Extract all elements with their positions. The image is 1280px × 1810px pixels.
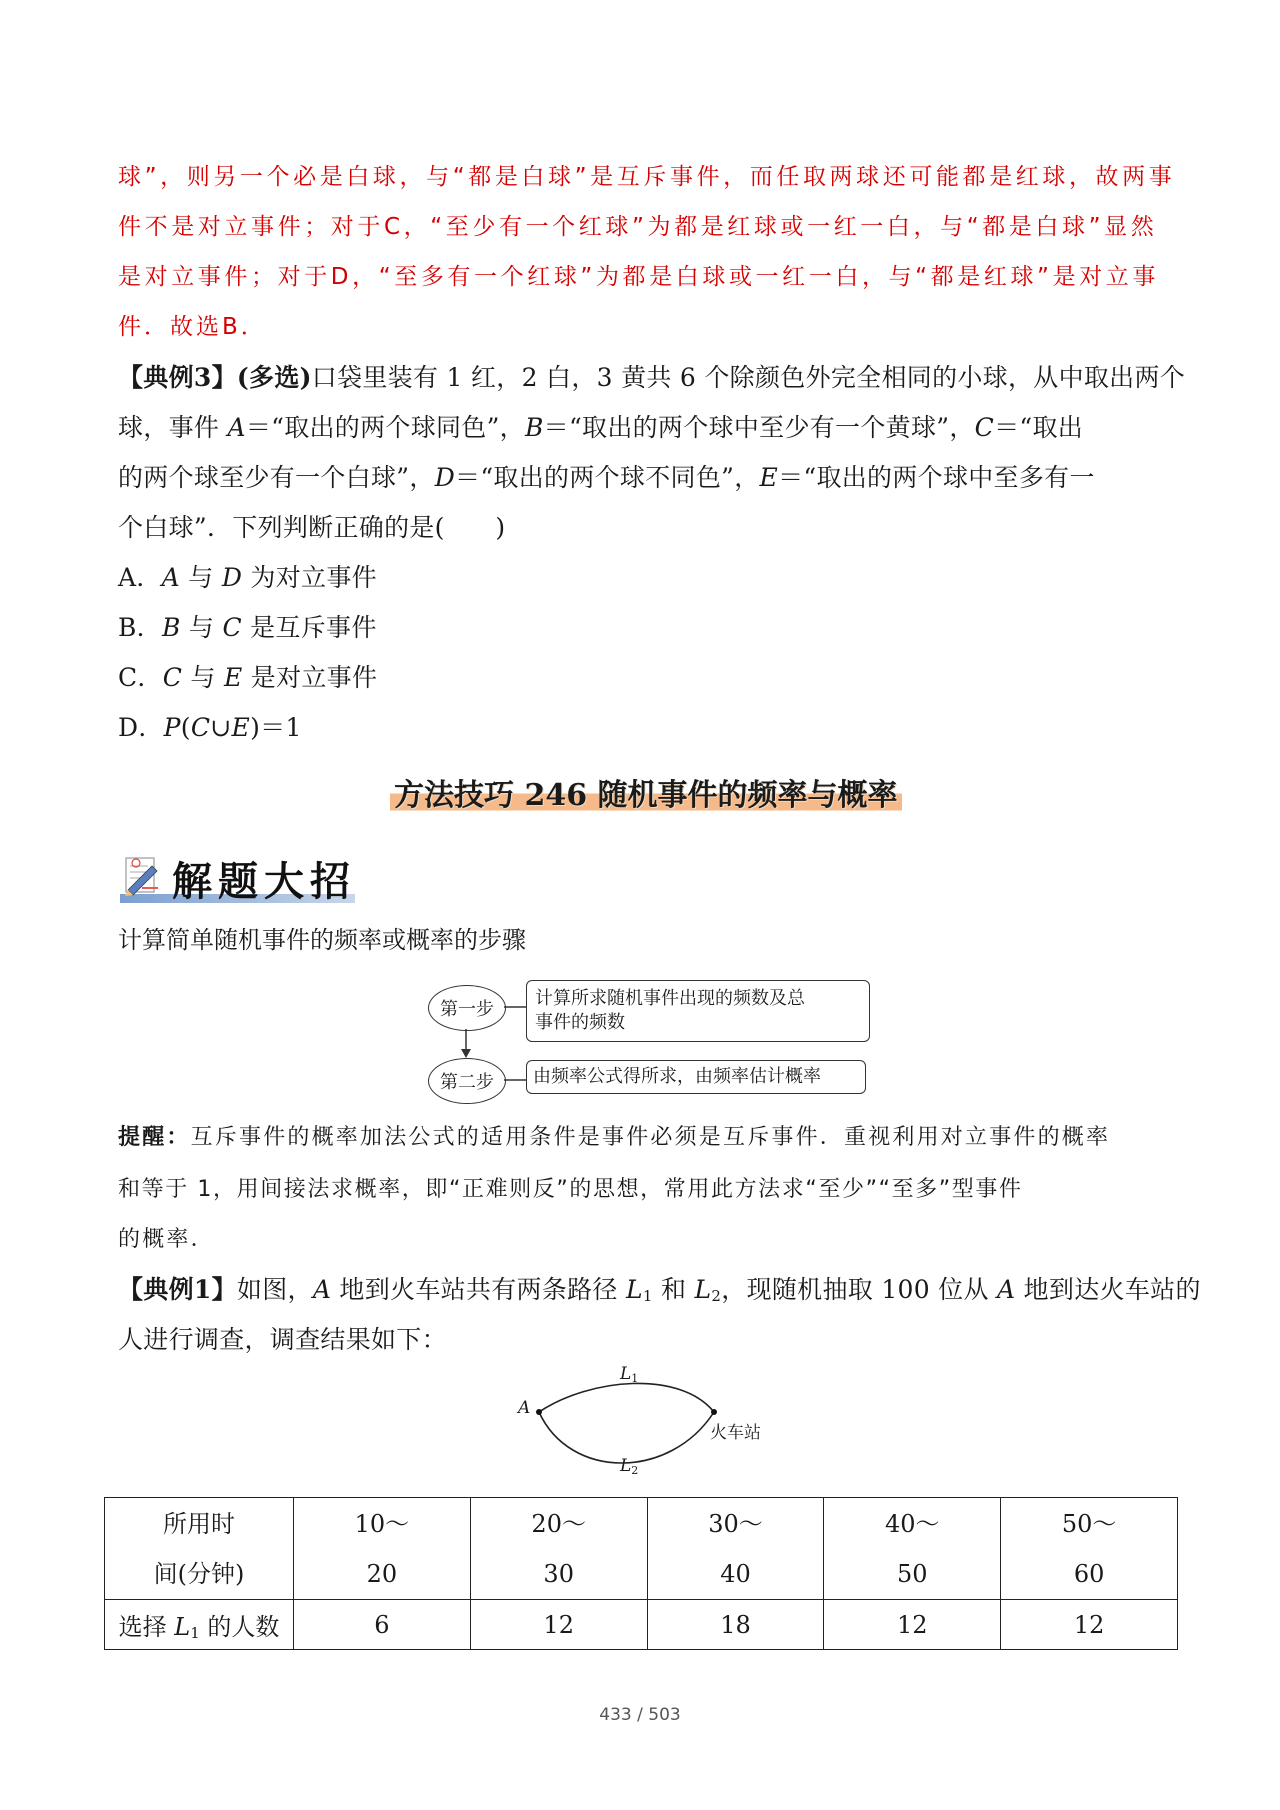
table-header-l1-count: 选择 $L_1$ 的人数 bbox=[105, 1600, 294, 1650]
event-B: B bbox=[524, 413, 544, 442]
route-l1-label: $L_1$ bbox=[620, 1364, 639, 1385]
flow-step2-oval: 第二步 bbox=[428, 1058, 506, 1104]
reminder-line-3: 的概率． bbox=[118, 1227, 215, 1252]
survey-table bbox=[104, 1497, 1178, 1650]
table-row-time bbox=[105, 1498, 1178, 1600]
route-diagram bbox=[510, 1364, 790, 1480]
explanation-line-1: 球”，则另一个必是白球，与“都是白球”是互斥事件，而任取两球还可能都是红球，故两事 bbox=[118, 164, 1176, 190]
pencil-paper-icon bbox=[122, 852, 164, 896]
explanation-line-2: 件不是对立事件；对于C，“至少有一个红球”为都是红球或一红一白，与“都是白球”显然 bbox=[118, 214, 1158, 240]
route-l1-path bbox=[539, 1383, 714, 1412]
point-a-label: A bbox=[518, 1398, 531, 1418]
table-cell-value: 12 bbox=[1001, 1600, 1178, 1650]
flow-connector-1 bbox=[504, 998, 528, 1018]
table-cell-interval: 10～ 20 bbox=[294, 1498, 471, 1600]
example3-line-1 bbox=[118, 358, 1186, 394]
table-cell-value: 6 bbox=[294, 1600, 471, 1650]
reminder-line-2: 和等于 1，用间接法求概率，即“正难则反”的思想，常用此方法求“至少”“至多”型事件 bbox=[118, 1177, 1023, 1202]
example3-line-3: 的两个球至少有一个白球”，D＝“取出的两个球不同色”，E＝“取出的两个球中至多有一 bbox=[118, 463, 1095, 492]
example1-tag: 【典例1】 bbox=[118, 1275, 237, 1304]
table-cell-interval: 30～ 40 bbox=[647, 1498, 824, 1600]
event-C: C bbox=[974, 413, 995, 442]
table-cell-interval: 40～ 50 bbox=[824, 1498, 1001, 1600]
flow-arrow-down bbox=[458, 1029, 474, 1059]
flow-step1-text-2: 事件的频数 bbox=[535, 1012, 625, 1033]
option-d: D．P(C∪E)＝1 bbox=[118, 713, 302, 742]
page-number: 433 / 503 bbox=[599, 1705, 681, 1725]
table-cell-interval: 50～ 60 bbox=[1001, 1498, 1178, 1600]
example3-line-4: 个白球”．下列判断正确的是( ) bbox=[118, 513, 506, 542]
point-a-dot bbox=[536, 1409, 542, 1415]
example1-line-1: 【典例1】如图，A 地到火车站共有两条路径 $L_1$ 和 $L_2$，现随机抽取 100 位从 A 地到达火车站的 bbox=[118, 1275, 1201, 1305]
steps-subtitle: 计算简单随机事件的频率或概率的步骤 bbox=[118, 926, 526, 954]
option-a: A．A 与 D 为对立事件 bbox=[118, 563, 377, 592]
table-row-l1-count bbox=[105, 1600, 1178, 1650]
option-b: B．B 与 C 是互斥事件 bbox=[118, 613, 377, 642]
example3-text: 口袋里装有 1 红，2 白，3 黄共 6 个除颜色外完全相同的小球，从中取出两个 bbox=[311, 363, 1186, 392]
explanation-line-4: 件．故选B． bbox=[118, 314, 267, 340]
reminder-line-1: 提醒：互斥事件的概率加法公式的适用条件是事件必须是互斥事件．重视利用对立事件的概率 bbox=[118, 1125, 1111, 1150]
flow-step2-box: 由频率公式得所求，由频率估计概率 bbox=[526, 1060, 866, 1094]
flow-step1-text-1: 计算所求随机事件出现的频数及总 bbox=[535, 988, 805, 1009]
flow-step1-box bbox=[526, 980, 870, 1042]
station-label: 火车站 bbox=[710, 1423, 761, 1443]
flow-connector-2 bbox=[504, 1071, 528, 1091]
example3-tag: 【典例3】 bbox=[118, 363, 237, 392]
event-E: E bbox=[759, 463, 779, 492]
route-l2-label: $L_2$ bbox=[620, 1456, 639, 1477]
table-cell-value: 18 bbox=[647, 1600, 824, 1650]
event-D: D bbox=[434, 463, 456, 492]
explanation-line-3: 是对立事件；对于D，“至多有一个红球”为都是白球或一红一白，与“都是红球”是对立事 bbox=[118, 264, 1159, 290]
banner-title: 解题大招 bbox=[172, 859, 356, 905]
section-title: 方法技巧 246 随机事件的频率与概率 bbox=[390, 768, 902, 814]
option-c: C．C 与 E 是对立事件 bbox=[118, 663, 378, 692]
table-header-time: 所用时 间(分钟) bbox=[105, 1498, 294, 1600]
event-A: A bbox=[227, 413, 246, 442]
reminder-label: 提醒： bbox=[118, 1125, 191, 1150]
example3-type: (多选) bbox=[236, 363, 312, 392]
table-cell-interval: 20～ 30 bbox=[470, 1498, 647, 1600]
table-cell-value: 12 bbox=[824, 1600, 1001, 1650]
example3-line-2: 球，事件 A＝“取出的两个球同色”，B＝“取出的两个球中至少有一个黄球”，C＝“取出 bbox=[118, 413, 1084, 442]
method-banner bbox=[120, 848, 360, 904]
flow-step1-oval: 第一步 bbox=[428, 985, 506, 1031]
table-cell-value: 12 bbox=[470, 1600, 647, 1650]
station-dot bbox=[711, 1409, 717, 1415]
example1-line-2: 人进行调查，调查结果如下： bbox=[118, 1325, 447, 1354]
